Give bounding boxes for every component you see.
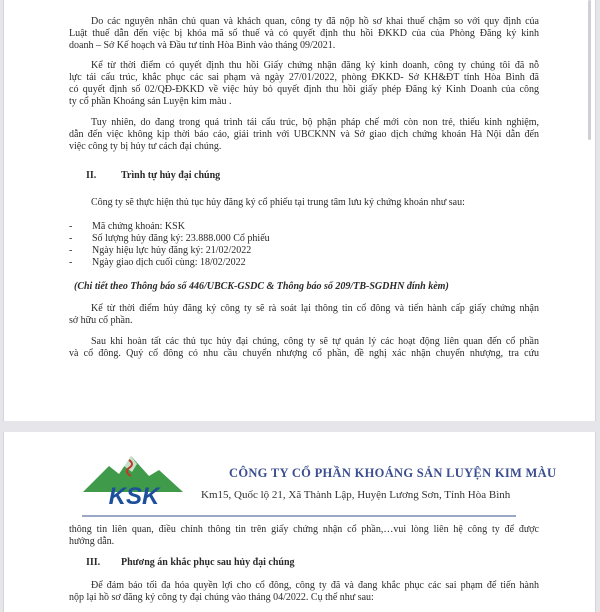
paragraph-line: Do các nguyên nhân chủ quan và khách quan, công ty đã nộp hồ sơ khai thuế chậm so với quy định của xyxy=(91,16,539,27)
paragraph-line: việc công ty bị hủy tư cách đại chúng. xyxy=(69,141,222,152)
list-item xyxy=(69,221,185,233)
bullet-marker: - xyxy=(69,221,73,232)
scrollbar[interactable] xyxy=(588,0,591,140)
paragraph-line: doanh – Sở Kế hoạch và Đầu tư tỉnh Hòa Bình vào tháng 09/2021. xyxy=(69,40,336,51)
list-item xyxy=(69,257,246,269)
paragraph-line: Công ty sẽ thực hiện thủ tục hủy đăng ký cổ phiếu tại trung tâm lưu ký chứng khoán như sau: xyxy=(91,197,465,208)
list-item-text: Mã chứng khoán: KSK xyxy=(92,221,185,232)
paragraph-line: hướng dẫn. xyxy=(69,536,115,547)
section-heading: Phương án khắc phục sau hủy đại chúng xyxy=(121,557,295,568)
bullet-marker: - xyxy=(69,233,73,244)
document-page-2 xyxy=(3,432,596,612)
list-item-text: Số lượng hủy đăng ký: 23.888.000 Cổ phiếu xyxy=(92,233,270,244)
paragraph-line: Luật thuế dẫn đến việc bị khóa mã số thuế và có quyết định thu hồi ĐKKD của của Phòng Đăng ký kinh xyxy=(69,28,539,39)
list-item xyxy=(69,233,270,245)
company-address: Km15, Quốc lộ 21, Xã Thành Lập, Huyện Lương Sơn, Tỉnh Hòa Bình xyxy=(201,489,511,501)
paragraph-line: lực tái cấu trúc, khắc phục các sai phạm và ngày 27/01/2022, phòng ĐKKD- Sở KH&ĐT tỉnh Hòa Bình đã xyxy=(69,72,539,83)
paragraph-line: có quyết định số 02/QĐ-ĐKKD về việc hủy bỏ quyết định thu hồi giấy phép Đăng ký Kinh Doanh của công xyxy=(69,84,539,95)
list-item-text: Ngày hiệu lực hủy đăng ký: 21/02/2022 xyxy=(92,245,252,256)
paragraph-line: Tuy nhiên, do đang trong quá trình tái cấu trúc, bộ phận pháp chế mới còn non trẻ, thiếu kinh nghiệm, xyxy=(91,117,539,128)
paragraph-line: ty cổ phần Khoáng sản Luyện kim màu . xyxy=(69,96,232,107)
paragraph-line: Kể từ thời điểm có quyết định thu hồi Giấy chứng nhận đăng ký kinh doanh, công ty chúng tôi đã nỗ xyxy=(91,60,539,71)
paragraph-line: Để đảm bảo tối đa hóa quyền lợi cho cổ đông, công ty đã và đang khắc phục các sai phạm để tiến hành xyxy=(91,580,539,591)
paragraph-line: và cổ đông. Quý cổ đông có nhu cầu chuyển nhượng cổ phần, đề nghị xác nhận chuyển nhượng, tra cứu xyxy=(69,348,539,359)
section-number: II. xyxy=(86,170,97,181)
list-item-text: Ngày giao dịch cuối cùng: 18/02/2022 xyxy=(92,257,246,268)
mountain-logo-icon xyxy=(79,454,189,506)
section-heading: Trình tự hủy đại chúng xyxy=(121,170,221,181)
list-item xyxy=(69,245,251,257)
document-page-1 xyxy=(3,0,596,421)
bullet-marker: - xyxy=(69,245,73,256)
header-divider xyxy=(82,515,516,517)
paragraph-line: Kể từ thời điểm hủy đăng ký công ty sẽ rà soát lại thông tin cổ đông và tiến hành cấp giấy chứng nhận xyxy=(91,303,539,314)
svg-text:KSK: KSK xyxy=(108,483,160,506)
bullet-marker: - xyxy=(69,257,73,268)
section-number: III. xyxy=(86,557,101,568)
paragraph-line: thông tin liên quan, điều chỉnh thông tin trên giấy chứng nhận cổ phần,…vui lòng liên hệ công ty để được xyxy=(69,524,539,535)
reference-note: (Chi tiết theo Thông báo số 446/UBCK-GSDC & Thông báo số 209/TB-SGDHN đính kèm) xyxy=(74,281,449,292)
company-name: CÔNG TY CỔ PHẦN KHOÁNG SẢN LUYỆN KIM MÀU xyxy=(229,466,557,480)
paragraph-line: sở hữu cổ phần. xyxy=(69,315,133,326)
company-logo xyxy=(79,454,189,511)
paragraph-line: nộp lại hồ sơ đăng ký công ty đại chúng vào tháng 04/2022. Cụ thể như sau: xyxy=(69,592,374,603)
paragraph-line: dẫn đến việc không kịp thời báo cáo, giải trình với UBCKNN và Sở giao dịch chứng khoán Hà Nội dẫn đến xyxy=(69,129,539,140)
paragraph-line: Sau khi hoàn tất các thủ tục hủy đại chúng, công ty sẽ tự quản lý các hoạt động liên quan đến cổ phần xyxy=(91,336,539,347)
